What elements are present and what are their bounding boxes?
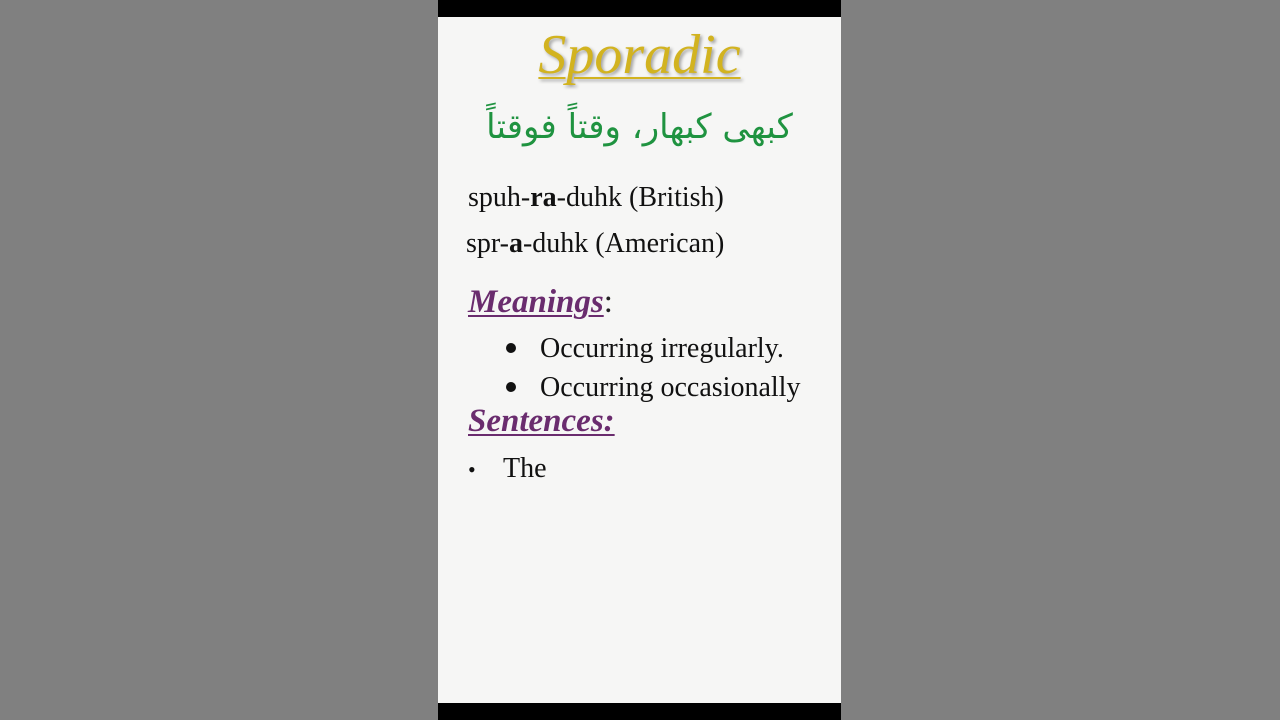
- pronunciation-american: [466, 227, 724, 261]
- bullet-dot-icon: [506, 343, 516, 353]
- letterbox-top: [438, 0, 841, 17]
- meaning-text: Occurring irregularly.: [540, 333, 784, 364]
- word-title: Sporadic: [538, 24, 741, 86]
- pron-pre: spuh-: [468, 182, 531, 213]
- meanings-heading-colon: :: [603, 284, 613, 320]
- pron-post: -duhk (British): [556, 182, 724, 213]
- urdu-translation: کبھی کبھار، وقتاً فوقتاً: [486, 107, 793, 147]
- pron-post: -duhk (American): [522, 228, 725, 259]
- bullet-dot-icon: [506, 382, 516, 392]
- sentences-heading-label: Sentences:: [468, 403, 615, 439]
- pron-stress: a: [508, 228, 523, 259]
- pron-stress: ra: [530, 182, 557, 213]
- pronunciation-british: [468, 181, 724, 215]
- letterbox-bottom: [438, 703, 841, 720]
- pron-pre: spr-: [466, 228, 509, 259]
- meanings-heading: [468, 283, 613, 321]
- meaning-text: Occurring occasionally: [540, 372, 801, 403]
- sentence-item: [468, 452, 547, 487]
- vocab-card: [438, 0, 841, 720]
- meaning-item: [506, 332, 784, 366]
- meaning-item: [506, 371, 800, 405]
- meanings-heading-label: Meanings: [468, 284, 604, 320]
- bullet-icon: •: [468, 457, 476, 482]
- sentence-text: The: [503, 453, 547, 484]
- sentences-heading: [468, 402, 615, 440]
